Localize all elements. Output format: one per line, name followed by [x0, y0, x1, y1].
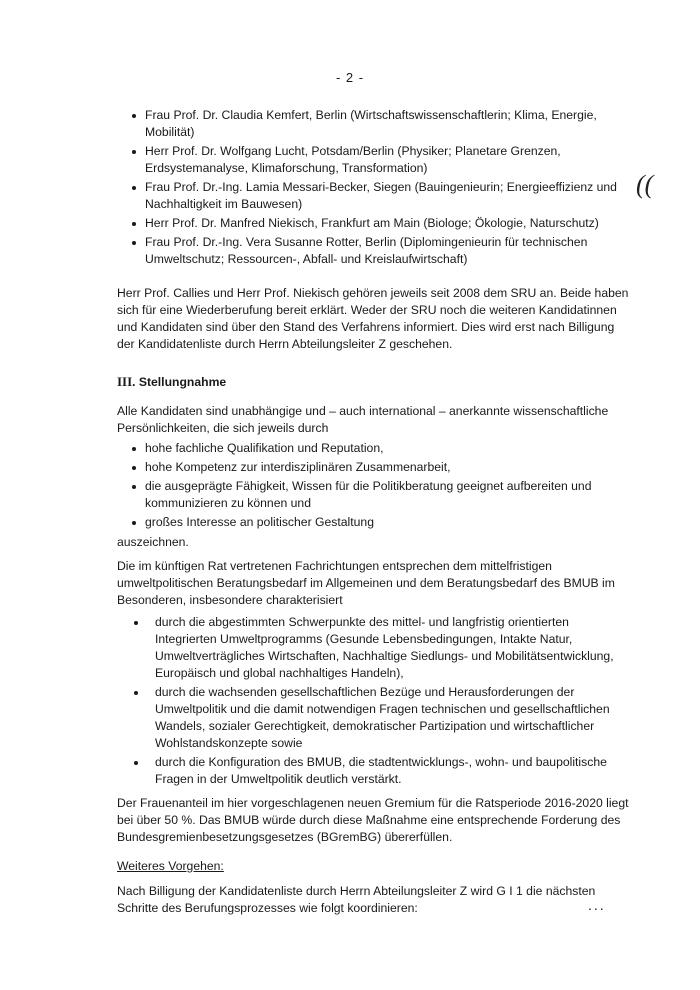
section-heading: [117, 373, 632, 391]
disciplines-paragraph: Die im künftigen Rat vertretenen Fachrichtungen entsprechen dem mittelfristigen umweltpolitischen Beratungsbedarf im Allgemeinen und dem Beratungsbedarf des BMUB im Besonderen, insbesondere charakterisiert: [117, 559, 615, 607]
member-item: Frau Prof. Dr.-Ing. Lamia Messari-Becker, Siegen (Bauingenieurin; Energieeffizienz und Nachhaltigkeit im Bauwesen): [117, 179, 632, 213]
qualities-outro: auszeichnen.: [117, 535, 189, 549]
continuation-ellipsis: ...: [588, 897, 606, 913]
member-item: Frau Prof. Dr.-Ing. Vera Susanne Rotter, Berlin (Diplomingenieurin für technischen Umweltschutz; Ressourcen-, Abfall- und Kreislaufwirtschaft): [117, 234, 632, 268]
quality-item: großes Interesse an politischer Gestaltung: [117, 514, 632, 531]
characteristics-list: [117, 614, 632, 788]
quality-item: die ausgeprägte Fähigkeit, Wissen für die Politikberatung geeignet aufbereiten und kommunizieren zu können und: [117, 478, 632, 512]
page-number: - 2 -: [335, 70, 365, 85]
candidates-intro-paragraph: Alle Kandidaten sind unabhängige und – auch international – anerkannte wissenschaftliche Persönlichkeiten, die sich jeweils durch: [117, 404, 609, 435]
qualities-list: [117, 440, 632, 531]
member-item: Herr Prof. Dr. Wolfgang Lucht, Potsdam/Berlin (Physiker; Planetare Grenzen, Erdsystemanalyse, Klimaforschung, Transformation): [117, 143, 632, 177]
member-list: [117, 107, 632, 268]
document-body: [117, 107, 632, 917]
quality-item: hohe fachliche Qualifikation und Reputation,: [117, 440, 632, 457]
member-item: Herr Prof. Dr. Manfred Niekisch, Frankfurt am Main (Biologe; Ökologie, Naturschutz): [117, 215, 632, 232]
characteristic-item: durch die wachsenden gesellschaftlichen Bezüge und Herausforderungen der Umweltpolitik und die damit notwendigen Fragen technischen und gesellschaftlichen Wandels, sozialer Gerechtigkeit, demokratischer Partizipation und wirtschaftlicher Wohlstandskonzepte sowie: [117, 684, 632, 752]
handwritten-margin-mark: ((: [636, 170, 654, 199]
next-steps-heading: Weiteres Vorgehen:: [117, 859, 224, 873]
quality-item: hohe Kompetenz zur interdisziplinären Zusammenarbeit,: [117, 459, 632, 476]
next-steps-paragraph: Nach Billigung der Kandidatenliste durch Herrn Abteilungsleiter Z wird G I 1 die nächsten Schritte des Berufungsprozesses wie folgt koordinieren:: [117, 884, 596, 915]
characteristic-item: durch die Konfiguration des BMUB, die stadtentwicklungs-, wohn- und baupolitische Fragen in der Umweltpolitik deutlich verstärkt.: [117, 754, 632, 788]
section-number: III.: [117, 374, 136, 389]
member-item: Frau Prof. Dr. Claudia Kemfert, Berlin (Wirtschaftswissenschaftlerin; Klima, Energie, Mobilität): [117, 107, 632, 141]
reappointment-paragraph: Herr Prof. Callies und Herr Prof. Niekisch gehören jeweils seit 2008 dem SRU an. Beide haben sich für eine Wiederberufung bereit erklärt. Weder der SRU noch die weiteren Kandidatinnen und Kandidaten sind über den Stand des Verfahrens informiert. Dies wird erst nach Billigung der Kandidatenliste durch Herrn Abteilungsleiter Z geschehen.: [117, 286, 629, 351]
characteristic-item: durch die abgestimmten Schwerpunkte des mittel- und langfristig orientierten Integrierten Umweltprogramms (Gesunde Lebensbedingungen, Intakte Natur, Umweltverträgliches Wirtschaften, Nachhaltige Siedlungs- und Mobilitätsentwicklung, Europäisch und global nachhaltiges Handeln),: [117, 614, 632, 682]
section-title: Stellungnahme: [138, 375, 227, 389]
women-share-paragraph: Der Frauenanteil im hier vorgeschlagenen neuen Gremium für die Ratsperiode 2016-2020 liegt bei über 50 %. Das BMUB würde durch diese Maßnahme eine entsprechende Forderung des Bundesgremienbesetzungsgesetzes (BGremBG) übererfüllen.: [117, 796, 629, 844]
